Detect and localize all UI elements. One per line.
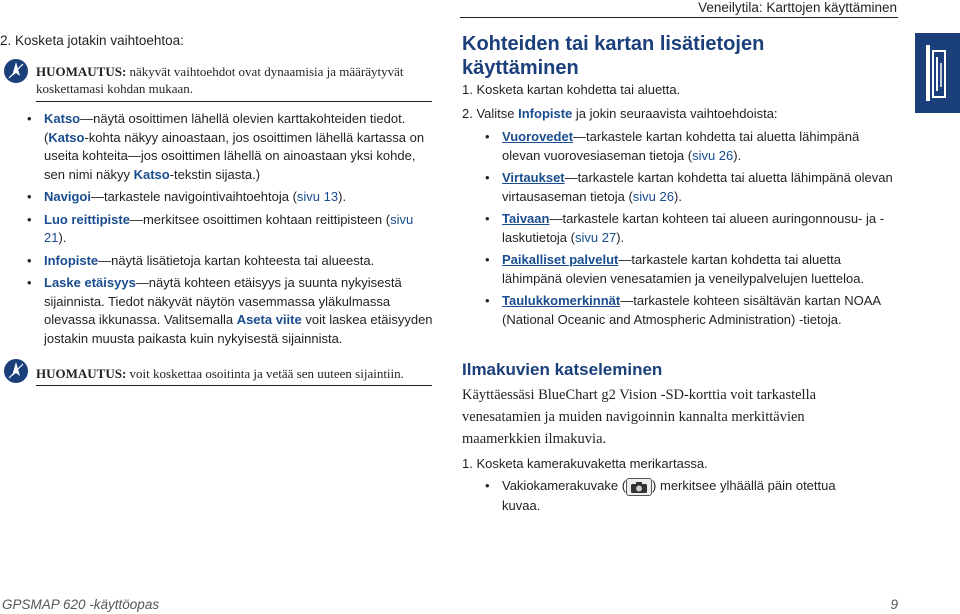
list-item: • Luo reittipiste—merkitsee osoittimen kohtaan reittipisteen (sivu 21). — [24, 211, 438, 248]
chapter-tab — [915, 33, 960, 113]
page-link[interactable]: sivu 21 — [44, 211, 414, 245]
book-tab-icon — [923, 43, 951, 103]
list-item: • Laske etäisyys—näytä kohteen etäisyys ja suunta nykyisestä sijainnista. Tiedot näkyvät näytön vasemmassa yläkulmassa olevassa ikkunassa. Valitsemalla Aseta viite voit laskea etäisyyden jostakin muusta paikasta kuin nykyisestä sijainnista. — [24, 274, 438, 348]
compass-note-icon — [3, 58, 29, 84]
footer-title: GPSMAP 620 -käyttöopas — [2, 597, 160, 612]
page-link[interactable]: sivu 27 — [574, 229, 617, 245]
step-2-right: 2. Valitse Infopiste ja jokin seuraavista vaihtoehdoista: — [462, 106, 778, 121]
camera-list — [482, 476, 842, 516]
page-link[interactable]: sivu 26 — [692, 147, 734, 163]
list-item: • Paikalliset palvelut—tarkastele kartan kohdetta tai aluetta lähimpänä olevien venesatamien ja veneilypalvelujen luetteloa. — [482, 251, 898, 288]
list-item: • Vakiokamerakuvake ( ) merkitsee ylhäällä päin otettua kuvaa. — [482, 476, 842, 516]
step-1: 1. Kosketa kartan kohdetta tai aluetta. — [462, 82, 681, 97]
info-options-list — [482, 128, 898, 329]
running-header: Veneilytila: Karttojen käyttäminen — [698, 0, 897, 15]
note-2: HUOMAUTUS: voit koskettaa osoitinta ja vetää sen uuteen sijaintiin. — [36, 365, 432, 386]
note-1: HUOMAUTUS: näkyvät vaihtoehdot ovat dynaamisia ja määräytyvät koskettamasi kohdan mukaan. — [36, 63, 432, 102]
step-2: 2. Kosketa jotakin vaihtoehtoa: — [0, 33, 184, 48]
list-item: • Taulukkomerkinnät—tarkastele kohteen sisältävän kartan NOAA (National Oceanic and Atmospheric Administration) -tietoja. — [482, 292, 898, 329]
compass-note-icon — [3, 358, 29, 384]
page-link[interactable]: sivu 26 — [632, 188, 674, 204]
options-list — [24, 110, 438, 348]
camera-icon — [626, 478, 652, 496]
list-item: • Navigoi—tarkastele navigointivaihtoehtoja (sivu 13). — [24, 188, 438, 207]
page-link[interactable]: sivu 13 — [296, 189, 339, 204]
section-title-aerial: Ilmakuvien katseleminen — [462, 360, 663, 379]
intro-paragraph: Käyttäessäsi BlueChart g2 Vision -SD-korttia voit tarkastella venesatamien ja muiden navigoinnin kannalta merkittävien maamerkkien ilmakuvia. — [462, 387, 817, 447]
page-number: 9 — [890, 597, 898, 612]
list-item: • Katso—näytä osoittimen lähellä olevien karttakohteiden tiedot. (Katso-kohta näkyy ainoastaan, jos osoittimen lähellä kartassa on useita kohteita—jos osoittimen lähellä on ainoastaan yksi kohde, sen nimi näkyy Katso-tekstin sijasta.) — [24, 110, 438, 184]
list-item: • Infopiste—näytä lisätietoja kartan kohteesta tai alueesta. — [24, 252, 438, 271]
list-item: • Vuorovedet—tarkastele kartan kohdetta tai aluetta lähimpänä olevan vuorovesiaseman tietoja (sivu 26). — [482, 128, 898, 165]
list-item: • Taivaan—tarkastele kartan kohteen tai alueen auringonnousu- ja -laskutietoja (sivu 27). — [482, 210, 898, 247]
step-1-aerial: 1. Kosketa kamerakuvaketta merikartassa. — [462, 456, 708, 471]
header-rule — [460, 17, 898, 18]
list-item: • Virtaukset—tarkastele kartan kohdetta tai aluetta lähimpänä olevan virtausaseman tietoja (sivu 26). — [482, 169, 898, 206]
section-title: Kohteiden tai kartan lisätietojen käyttäminen — [462, 33, 765, 79]
